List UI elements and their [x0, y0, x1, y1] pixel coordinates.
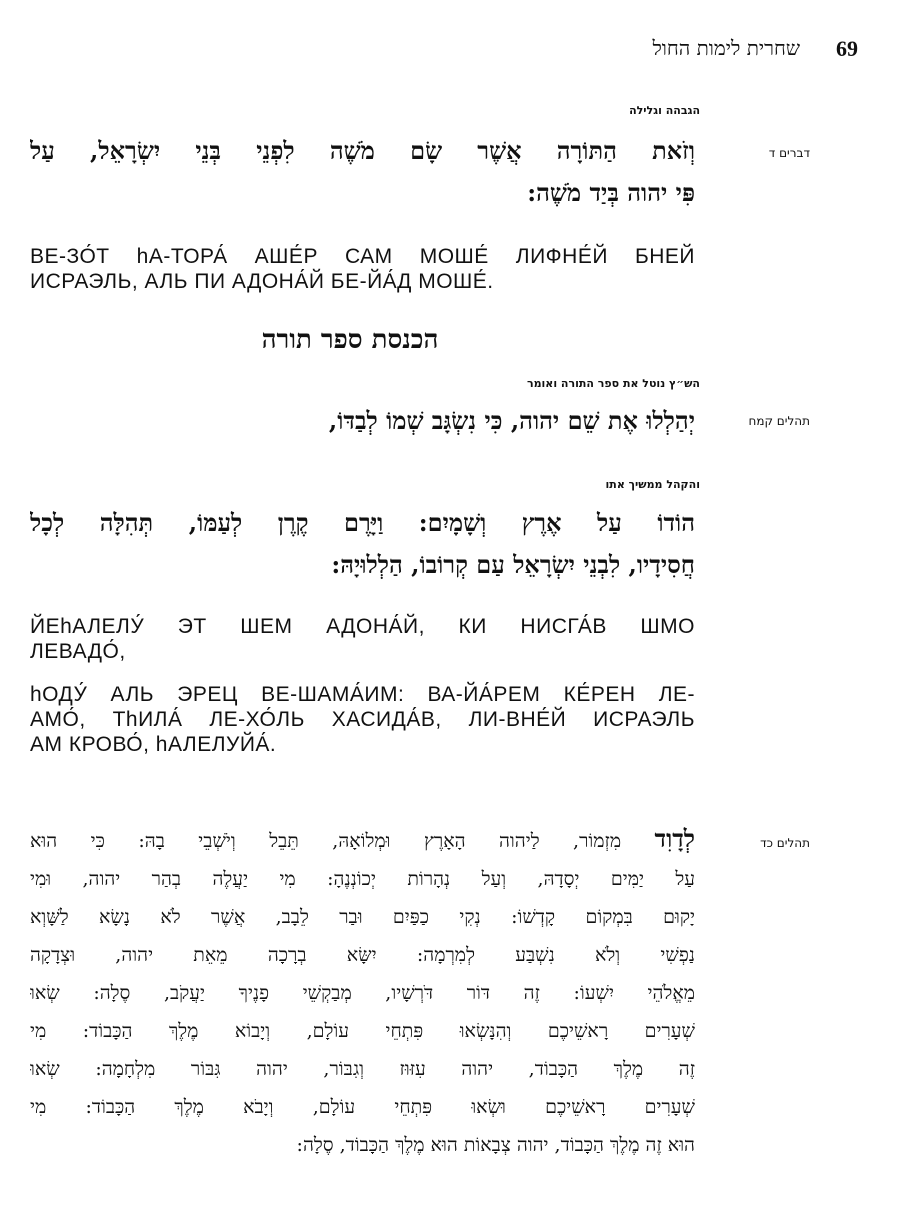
rubric-hagbaha: הגבהה וגלילה — [629, 104, 700, 117]
psalm-line: זֶה מֶלֶךְ הַכָּבוֹד, יהוה עִזּוּז וְגִבּוֹר, יהוה גִּבּוֹר מִלְחָמָה: שְׂאוּ — [30, 1058, 695, 1080]
psalm-line-text: מִזְמוֹר, לַיהוה הָאָרֶץ וּמְלוֹאָהּ, תֵּבֵל וְיֹשְׁבֵי בָהּ: כִּי הוּא — [30, 830, 622, 852]
psalm-line: עַל יַמִּים יְסָדָהּ, וְעַל נְהָרוֹת יְכוֹנְנֶהָ: מִי יַעֲלֶה בְהַר יהוה, וּמִי — [30, 868, 695, 890]
psalm-line: יָקוּם בִּמְקוֹם קָדְשׁוֹ: נְקִי כַפַּיִם וּבַר לֵבָב, אֲשֶׁר לֹא נָשָׂא לַשָּׁוְא — [30, 906, 695, 928]
translit-line: АМ КРОВО́, hАЛЕЛУЙА́. — [30, 733, 277, 756]
translit-line: АМО́, ТhИЛА́ ЛЕ-ХО́ЛЬ ХАСИДА́В, ЛИ-ВНЕ́Й ИСРАЭЛЬ — [30, 708, 695, 731]
psalm-line — [30, 820, 695, 860]
translit-line: ЛЕВАДО́, — [30, 640, 126, 663]
translit-line: ЙЕhАЛЕЛУ́ ЭТ ШЕМ АДОНА́Й, КИ НИСГА́В ШМО — [30, 615, 695, 638]
rubric-congregation: והקהל ממשיך אתו — [605, 478, 700, 491]
psalm-line: נַפְשִׁי וְלֹא נִשְׁבַּע לְמִרְמָה: יִשָּׂא בְרָכָה מֵאֵת יהוה, וּצְדָקָה — [30, 944, 695, 966]
translit-line: ИСРАЭЛЬ, АЛЬ ПИ АДОНА́Й БЕ-ЙА́Д МОШЕ́. — [30, 270, 494, 293]
page-number: 69 — [836, 36, 858, 61]
hebrew-yehalelu — [30, 400, 695, 442]
hebrew-line: יְהַלְלוּ אֶת שֵׁם יהוה, כִּי נִשְׂגָּב שְׁמוֹ לְבַדּוֹ, — [328, 406, 695, 435]
psalm-line: שְׁעָרִים רָאשֵׁיכֶם וּשְׂאוּ פִּתְחֵי עוֹלָם, וְיָבֹא מֶלֶךְ הַכָּבוֹד: מִי — [30, 1096, 695, 1118]
hebrew-hodo — [30, 502, 695, 586]
psalm-line: הוּא זֶה מֶלֶךְ הַכָּבוֹד, יהוה צְבָאוֹת הוּא מֶלֶךְ הַכָּבוֹד, סֶלָה: — [296, 1134, 695, 1156]
psalm-first-word: לְדָוִד — [654, 824, 695, 853]
section-title: הכנסת ספר תורה — [261, 325, 439, 355]
hebrew-line: הוֹדוֹ עַל אֶרֶץ וְשָׁמָיִם: וַיָּרֶם קֶרֶן לְעַמּוֹ, תְּהִלָּה לְכָל — [30, 508, 695, 537]
running-title: שחרית לימות החול — [652, 36, 800, 60]
reference-devarim: דברים ד — [768, 146, 810, 160]
hebrew-line: וְזֹאת הַתּוֹרָה אֲשֶׁר שָׂם מֹשֶׁה לִפְנֵי בְּנֵי יִשְׂרָאֵל, עַל — [30, 136, 695, 165]
psalm-24-text — [30, 820, 695, 1164]
reference-tehillim-148: תהלים קמח — [748, 414, 810, 428]
translit-line: ВЕ-ЗО́Т hА-ТОРА́ АШЕ́Р САМ МОШЕ́ ЛИФНЕ́Й БНЕЙ — [30, 245, 695, 268]
reference-tehillim-24: תהלים כד — [760, 836, 810, 850]
hebrew-line: פִּי יהוה בְּיַד מֹשֶׁה: — [527, 178, 695, 207]
psalm-line: שְׁעָרִים רָאשֵׁיכֶם וְהִנָּשְׂאוּ פִּתְחֵי עוֹלָם, וְיָבוֹא מֶלֶךְ הַכָּבוֹד: מִי — [30, 1020, 695, 1042]
transliteration-yehalelu — [30, 614, 695, 664]
hebrew-line: חֲסִידָיו, לִבְנֵי יִשְׂרָאֵל עַם קְרוֹבוֹ, הַלְלוּיָהּ: — [331, 550, 695, 579]
psalm-line: מֵאֱלֹהֵי יִשְׁעוֹ: זֶה דּוֹר דֹּרְשָׁיו, מְבַקְשֵׁי פָנֶיךָ יַעֲקֹב, סֶלָה: שְׂאוּ — [30, 982, 695, 1004]
rubric-chazzan: הש״ץ נוטל את ספר התורה ואומר — [526, 377, 700, 390]
hebrew-vezot-hatorah — [30, 130, 695, 214]
transliteration-vezot — [30, 244, 695, 294]
translit-line: hОДУ́ АЛЬ ЭРЕЦ ВЕ-ШАМА́ИМ: ВА-ЙА́РЕМ КЕ́РЕН ЛЕ- — [30, 683, 695, 706]
transliteration-hodo — [30, 682, 695, 757]
